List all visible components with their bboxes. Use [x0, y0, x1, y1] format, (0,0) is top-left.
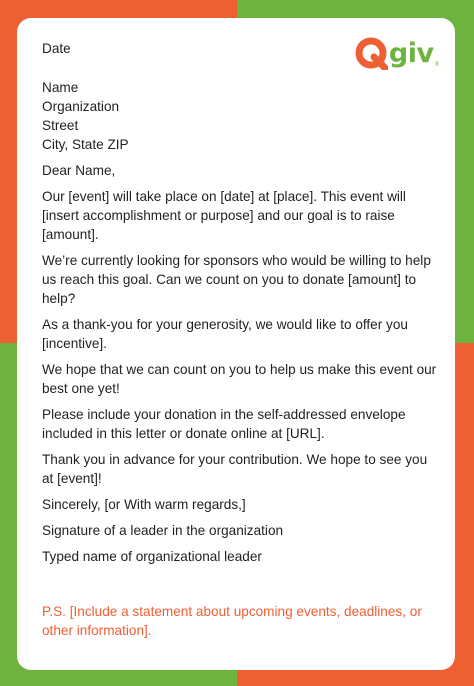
typed-name-line: Typed name of organizational leader	[42, 549, 262, 564]
letter-body	[42, 39, 437, 647]
paragraph-thank-you: As a thank-you for your generosity, we would like to offer you [incentive].	[42, 317, 408, 351]
recipient-street: Street	[42, 118, 79, 133]
paragraph-donation: Please include your donation in the self-addressed envelope included in this letter or donate online at [URL].	[42, 407, 406, 441]
paragraph-contribution: Thank you in advance for your contribution. We hope to see you at [event]!	[42, 452, 428, 486]
registered-mark: ®	[434, 62, 439, 68]
logo-text: giv	[388, 37, 434, 69]
recipient-city: City, State ZIP	[42, 137, 129, 152]
letter-card	[17, 18, 455, 670]
closing-line: Sincerely, [or With warm regards,]	[42, 497, 246, 512]
date-line: Date	[42, 41, 71, 56]
recipient-name: Name	[42, 80, 79, 95]
paragraph-sponsors: We’re currently looking for sponsors who would be willing to help us reach this goal. Can we count on you to donate [amount] to help?	[42, 253, 431, 306]
paragraph-hope: We hope that we can count on you to help us make this event our best one yet!	[42, 362, 437, 396]
postscript: P.S. [Include a statement about upcoming events, deadlines, or other information].	[42, 604, 422, 638]
signature-line: Signature of a leader in the organization	[42, 523, 284, 538]
paragraph-event: Our [event] will take place on [date] at [place]. This event will [insert accomplishment or purpose] and our goal is to raise [amount].	[42, 189, 406, 242]
greeting: Dear Name,	[42, 163, 116, 178]
recipient-organization: Organization	[42, 99, 120, 114]
